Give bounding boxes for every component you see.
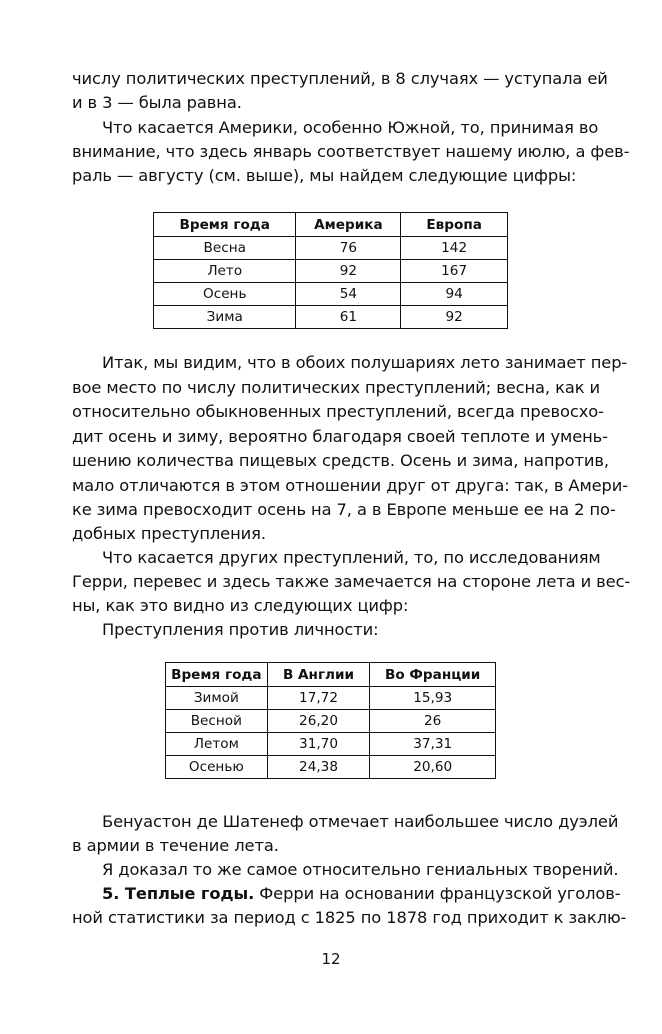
text-line: Герри, перевес и здесь также замечается на стороне лета и вес- (72, 572, 631, 591)
table-cell: 26,20 (267, 710, 370, 733)
table-row (154, 237, 508, 260)
text-line: ны, как это видно из следующих цифр: (72, 596, 409, 615)
text-line: вое место по числу политических преступлений; весна, как и (72, 378, 600, 397)
table-cell: Осень (154, 283, 296, 306)
table-cell: Летом (166, 733, 268, 756)
table-cell: 20,60 (370, 756, 496, 779)
table-cell: 92 (296, 260, 401, 283)
text-line: числу политических преступлений, в 8 случаях — уступала ей (72, 69, 608, 88)
text-span: Ферри на основании французской уголов- (254, 884, 621, 903)
table-cell: 15,93 (370, 687, 496, 710)
text-line: мало отличаются в этом отношении друг от друга: так, в Амери- (72, 476, 629, 495)
table-header: Америка (296, 213, 401, 237)
table-cell: 94 (401, 283, 508, 306)
text-line: Я доказал то же самое относительно гениальных творений. (102, 860, 619, 879)
table-cell: 37,31 (370, 733, 496, 756)
text-line: Что касается Америки, особенно Южной, то, принимая во (102, 118, 599, 137)
table-cell: 26 (370, 710, 496, 733)
table-cell: 167 (401, 260, 508, 283)
table-header: Время года (166, 663, 268, 687)
text-line: раль — августу (см. выше), мы найдем следующие цифры: (72, 166, 577, 185)
table-cell: 61 (296, 306, 401, 329)
text-line: дит осень и зиму, вероятно благодаря своей теплоте и умень- (72, 427, 608, 446)
table-cell: 31,70 (267, 733, 370, 756)
text-line: добных преступления. (72, 524, 266, 543)
seasons-table-america-europe (153, 212, 508, 329)
table-row (154, 283, 508, 306)
table-row (154, 260, 508, 283)
section-heading: 5. Теплые годы. (102, 884, 255, 903)
table-cell: Зима (154, 306, 296, 329)
text-line: Бенуастон де Шатенеф отмечает наибольшее число дуэлей (102, 812, 619, 831)
table-cell: Весной (166, 710, 268, 733)
table-header: В Англии (267, 663, 370, 687)
text-line: ке зима превосходит осень на 7, а в Европе меньше ее на 2 по- (72, 500, 616, 519)
table-header: Во Франции (370, 663, 496, 687)
table-cell: 24,38 (267, 756, 370, 779)
table-cell: 54 (296, 283, 401, 306)
table-header: Европа (401, 213, 508, 237)
table-cell: Осенью (166, 756, 268, 779)
table-row (166, 733, 496, 756)
text-line: Итак, мы видим, что в обоих полушариях лето занимает пер- (102, 353, 628, 372)
page-number: 12 (321, 950, 341, 968)
table-row (154, 306, 508, 329)
table-cell: 17,72 (267, 687, 370, 710)
table-cell: 142 (401, 237, 508, 260)
table-row (166, 687, 496, 710)
table-cell: 76 (296, 237, 401, 260)
table-cell: Весна (154, 237, 296, 260)
text-line: ной статистики за период с 1825 по 1878 год приходит к заклю- (72, 908, 627, 927)
text-line: относительно обыкновенных преступлений, всегда превосхо- (72, 402, 604, 421)
table-cell: Лето (154, 260, 296, 283)
table-cell: 92 (401, 306, 508, 329)
table-row (166, 710, 496, 733)
table-caption: Преступления против личности: (102, 620, 379, 639)
text-line: в армии в течение лета. (72, 836, 279, 855)
text-line: внимание, что здесь январь соответствует нашему июлю, а фев- (72, 142, 630, 161)
table-header: Время года (154, 213, 296, 237)
table-cell: Зимой (166, 687, 268, 710)
text-line: и в 3 — была равна. (72, 93, 242, 112)
text-line: шению количества пищевых средств. Осень и зима, напротив, (72, 451, 609, 470)
crimes-against-person-table (165, 662, 496, 779)
text-line: Что касается других преступлений, то, по исследованиям (102, 548, 601, 567)
text-line (102, 884, 621, 904)
table-row (166, 756, 496, 779)
